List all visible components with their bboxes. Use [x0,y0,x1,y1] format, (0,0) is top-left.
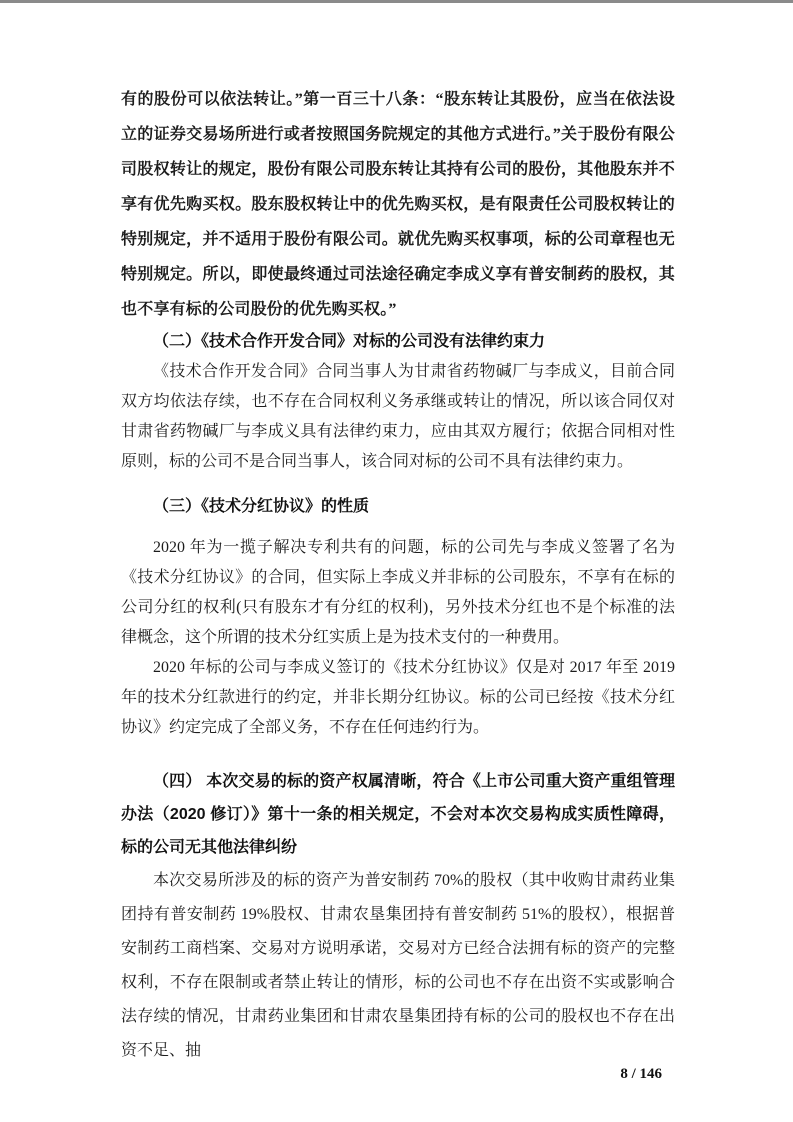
section-4-paragraph: 本次交易所涉及的标的资产为普安制药 70%的股权（其中收购甘肃药业集团持有普安制药 19%股权、甘肃农垦集团持有普安制药 51%的股权），根据普安制药工商档案、交易对方说明承诺，交易对方已经合法拥有标的资产的完整权利，不存在限制或者禁止转让的情形，标的公司也不存在出资不实或影响合法存续的情况，甘肃药业集团和甘肃农垦集团持有标的公司的股权也不存在出资不足、抽 [121,872,675,1059]
section-2-heading: （二）《技术合作开发合同》对标的公司没有法律约束力 [153,333,546,350]
page-number: 8 / 146 [620,1066,662,1082]
section-4-heading: （四） 本次交易的标的资产权属清晰，符合《上市公司重大资产重组管理办法（2020 修订）》第十一条的相关规定，不会对本次交易构成实质性障碍，标的公司无其他法律纠纷 [121,773,675,856]
continued-quote-paragraph: 有的股份可以依法转让。”第一百三十八条：“股东转让其股份，应当在依法设立的证券交易场所进行或者按照国务院规定的其他方式进行。”关于股份有限公司股权转让的规定，股份有限公司股东转让其持有公司的股份，其他股东并不享有优先购买权。股东股权转让中的优先购买权，是有限责任公司股权转让的特别规定，并不适用于股份有限公司。就优先购买权事项，标的公司章程也无特别规定。所以，即使最终通过司法途径确定李成义享有普安制药的股权，其也不享有标的公司股份的优先购买权。” [121,91,675,318]
page-content [121,0,675,1084]
section-3-paragraph-1: 2020 年为一揽子解决专利共有的问题，标的公司先与李成义签署了名为《技术分红协议》的合同，但实际上李成义并非标的公司股东，不享有在标的公司分红的权利(只有股东才有分红的权利)，另外技术分红也不是个标准的法律概念，这个所谓的技术分红实质上是为技术支付的一种费用。 [121,539,675,646]
section-3-paragraph-2: 2020 年标的公司与李成义签订的《技术分红协议》仅是对 2017 年至 2019 年的技术分红款进行的约定，并非长期分红协议。标的公司已经按《技术分红协议》约定完成了全部义务，不存在任何违约行为。 [121,659,675,736]
section-2-paragraph: 《技术合作开发合同》合同当事人为甘肃省药物碱厂与李成义，目前合同双方均依法存续，也不存在合同权利义务承继或转让的情况，所以该合同仅对甘肃省药物碱厂与李成义具有法律约束力，应由其双方履行；依据合同相对性原则，标的公司不是合同当事人，该合同对标的公司不具有法律约束力。 [121,363,675,470]
section-3-heading: （三）《技术分红协议》的性质 [153,498,370,515]
